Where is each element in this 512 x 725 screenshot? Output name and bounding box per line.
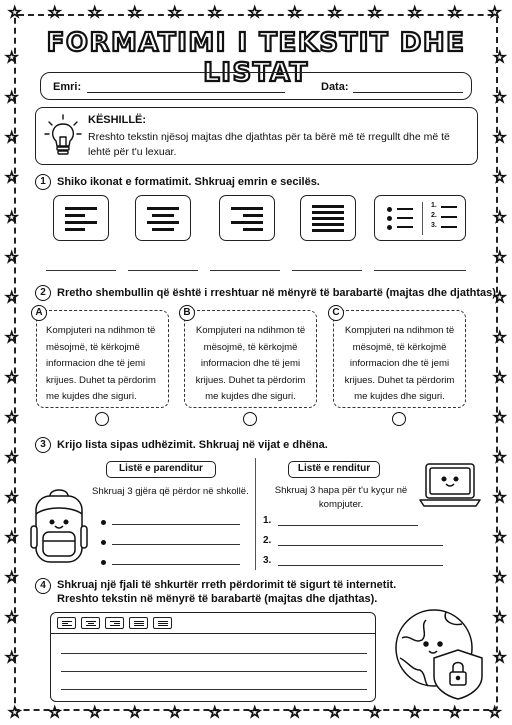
star-decoration: ☆ bbox=[248, 3, 262, 21]
star-decoration: ☆ bbox=[5, 248, 19, 266]
option-c-card bbox=[333, 310, 466, 408]
justify-icon bbox=[300, 195, 356, 241]
star-decoration: ☆ bbox=[8, 3, 22, 21]
numbered-line-1[interactable] bbox=[278, 525, 418, 526]
numbered-instruction: Shkruaj 3 hapa për t'u kyçur në kompjuter. bbox=[274, 485, 408, 510]
star-decoration: ☆ bbox=[448, 3, 462, 21]
star-decoration: ☆ bbox=[493, 288, 507, 306]
star-decoration: ☆ bbox=[488, 3, 502, 21]
star-decoration: ☆ bbox=[493, 48, 507, 66]
align-center-icon bbox=[135, 195, 191, 241]
answer-line-3[interactable] bbox=[210, 270, 280, 271]
star-decoration: ☆ bbox=[408, 703, 422, 721]
star-decoration: ☆ bbox=[5, 48, 19, 66]
editor-line-1[interactable] bbox=[61, 653, 367, 654]
answer-line-4[interactable] bbox=[292, 270, 362, 271]
question-1-number: 1 bbox=[35, 174, 51, 190]
column-divider bbox=[255, 458, 256, 570]
star-decoration: ☆ bbox=[5, 88, 19, 106]
star-decoration: ☆ bbox=[493, 568, 507, 586]
star-decoration: ☆ bbox=[288, 703, 302, 721]
option-a-letter: A bbox=[31, 305, 47, 321]
star-decoration: ☆ bbox=[5, 168, 19, 186]
numbered-line-3[interactable] bbox=[278, 565, 443, 566]
backpack-icon bbox=[30, 486, 88, 566]
lists-icon bbox=[374, 195, 466, 241]
date-label: Data: bbox=[321, 81, 349, 93]
toolbar-align-center-button[interactable] bbox=[81, 617, 100, 629]
tip-box bbox=[35, 107, 478, 165]
star-decoration: ☆ bbox=[5, 448, 19, 466]
worksheet-title: FORMATIMI I TEKSTIT DHE LISTAT bbox=[46, 28, 466, 88]
star-decoration: ☆ bbox=[493, 368, 507, 386]
star-decoration: ☆ bbox=[448, 703, 462, 721]
star-decoration: ☆ bbox=[5, 208, 19, 226]
star-decoration: ☆ bbox=[288, 3, 302, 21]
star-decoration: ☆ bbox=[88, 703, 102, 721]
bullet-line-1[interactable] bbox=[112, 524, 240, 525]
star-decoration: ☆ bbox=[328, 3, 342, 21]
star-decoration: ☆ bbox=[493, 528, 507, 546]
star-decoration: ☆ bbox=[493, 248, 507, 266]
option-c-text: Kompjuteri na ndihmon të mësojmë, të kërkojmë informacion dhe të jemi krijues. Duhet ta përdorim me kujdes dhe siguri. bbox=[344, 325, 455, 402]
star-decoration: ☆ bbox=[493, 328, 507, 346]
star-decoration: ☆ bbox=[48, 703, 62, 721]
question-2-number: 2 bbox=[35, 285, 51, 301]
star-decoration: ☆ bbox=[488, 703, 502, 721]
bullet-line-3[interactable] bbox=[112, 564, 240, 565]
star-decoration: ☆ bbox=[493, 128, 507, 146]
star-decoration: ☆ bbox=[48, 3, 62, 21]
name-label: Emri: bbox=[53, 81, 82, 93]
name-date-box bbox=[40, 72, 472, 100]
star-decoration: ☆ bbox=[128, 3, 142, 21]
option-b-text: Kompjuteri na ndihmon të mësojmë, të kërkojmë informacion dhe të jemi krijues. Duhet ta përdorim me kujdes dhe siguri. bbox=[195, 325, 306, 402]
question-3-number: 3 bbox=[35, 437, 51, 453]
tip-text: Rreshto tekstin njësoj majtas dhe djathtas për ta bërë më të rregullt dhe më të lehtë për t'u lexuar. bbox=[88, 131, 450, 158]
question-3-text: Krijo lista sipas udhëzimit. Shkruaj në vijat e dhëna. bbox=[57, 439, 328, 451]
star-decoration: ☆ bbox=[128, 703, 142, 721]
answer-line-2[interactable] bbox=[128, 270, 198, 271]
answer-line-5[interactable] bbox=[374, 270, 466, 271]
option-c-radio[interactable] bbox=[392, 412, 406, 426]
star-decoration: ☆ bbox=[5, 608, 19, 626]
star-decoration: ☆ bbox=[408, 3, 422, 21]
lightbulb-icon bbox=[44, 114, 82, 158]
star-decoration: ☆ bbox=[5, 328, 19, 346]
editor-line-3[interactable] bbox=[61, 689, 367, 690]
star-decoration: ☆ bbox=[208, 703, 222, 721]
star-decoration: ☆ bbox=[493, 88, 507, 106]
option-c-letter: C bbox=[328, 305, 344, 321]
bullet-line-2[interactable] bbox=[112, 544, 240, 545]
editor-line-2[interactable] bbox=[61, 671, 367, 672]
star-decoration: ☆ bbox=[328, 703, 342, 721]
star-decoration: ☆ bbox=[168, 703, 182, 721]
option-b-card bbox=[184, 310, 317, 408]
toolbar-align-left-button[interactable] bbox=[57, 617, 76, 629]
star-decoration: ☆ bbox=[5, 528, 19, 546]
star-decoration: ☆ bbox=[248, 703, 262, 721]
list-number-2: 2. bbox=[431, 212, 437, 219]
star-decoration: ☆ bbox=[493, 648, 507, 666]
star-decoration: ☆ bbox=[493, 488, 507, 506]
option-a-card bbox=[36, 310, 169, 408]
option-b-radio[interactable] bbox=[243, 412, 257, 426]
option-a-radio[interactable] bbox=[95, 412, 109, 426]
numbered-line-2[interactable] bbox=[278, 545, 443, 546]
globe-shield-icon bbox=[392, 604, 488, 700]
numbered-list-label: Listë e renditur bbox=[288, 461, 380, 478]
numbered-item-2: 2. bbox=[263, 535, 272, 546]
star-decoration: ☆ bbox=[208, 3, 222, 21]
date-field[interactable] bbox=[353, 92, 463, 93]
star-decoration: ☆ bbox=[5, 368, 19, 386]
star-decoration: ☆ bbox=[168, 3, 182, 21]
star-decoration: ☆ bbox=[493, 408, 507, 426]
list-number-3: 3. bbox=[431, 222, 437, 229]
star-decoration: ☆ bbox=[368, 3, 382, 21]
bulleted-instruction: Shkruaj 3 gjëra që përdor në shkollë. bbox=[92, 486, 249, 497]
answer-line-1[interactable] bbox=[46, 270, 116, 271]
question-4-text-line-2: Rreshto tekstin në mënyrë të barabartë (majtas dhe djathtas). bbox=[57, 593, 378, 605]
star-decoration: ☆ bbox=[493, 168, 507, 186]
text-editor-box[interactable] bbox=[50, 612, 376, 702]
star-decoration: ☆ bbox=[493, 448, 507, 466]
star-decoration: ☆ bbox=[5, 648, 19, 666]
star-decoration: ☆ bbox=[5, 568, 19, 586]
align-right-icon bbox=[219, 195, 275, 241]
star-decoration: ☆ bbox=[8, 703, 22, 721]
list-number-1: 1. bbox=[431, 202, 437, 209]
align-left-icon bbox=[53, 195, 109, 241]
question-4-text-line-1: Shkruaj një fjali të shkurtër rreth përdorimit të sigurt të internetit. bbox=[57, 579, 397, 591]
toolbar-align-right-button[interactable] bbox=[105, 617, 124, 629]
star-decoration: ☆ bbox=[493, 208, 507, 226]
numbered-item-3: 3. bbox=[263, 555, 272, 566]
question-4-number: 4 bbox=[35, 578, 51, 594]
numbered-item-1: 1. bbox=[263, 515, 272, 526]
option-b-letter: B bbox=[179, 305, 195, 321]
star-decoration: ☆ bbox=[5, 128, 19, 146]
star-decoration: ☆ bbox=[5, 288, 19, 306]
option-a-text: Kompjuteri na ndihmon të mësojmë, të kërkojmë informacion dhe të jemi krijues. Duhet ta përdorim me kujdes dhe siguri. bbox=[46, 325, 156, 402]
tip-heading: KËSHILLË: bbox=[88, 114, 147, 126]
bulleted-list-label: Listë e parenditur bbox=[106, 461, 216, 478]
laptop-icon bbox=[418, 462, 482, 508]
star-decoration: ☆ bbox=[493, 608, 507, 626]
question-2-text: Rretho shembullin që është i rreshtuar në mënyrë të barabartë (majtas dhe djathtas). bbox=[57, 287, 499, 299]
toolbar-list-button[interactable] bbox=[153, 617, 172, 629]
question-1-text: Shiko ikonat e formatimit. Shkruaj emrin e secilës. bbox=[57, 176, 320, 188]
star-decoration: ☆ bbox=[5, 488, 19, 506]
star-decoration: ☆ bbox=[368, 703, 382, 721]
star-decoration: ☆ bbox=[5, 408, 19, 426]
toolbar-justify-button[interactable] bbox=[129, 617, 148, 629]
name-field[interactable] bbox=[87, 92, 285, 93]
star-decoration: ☆ bbox=[88, 3, 102, 21]
